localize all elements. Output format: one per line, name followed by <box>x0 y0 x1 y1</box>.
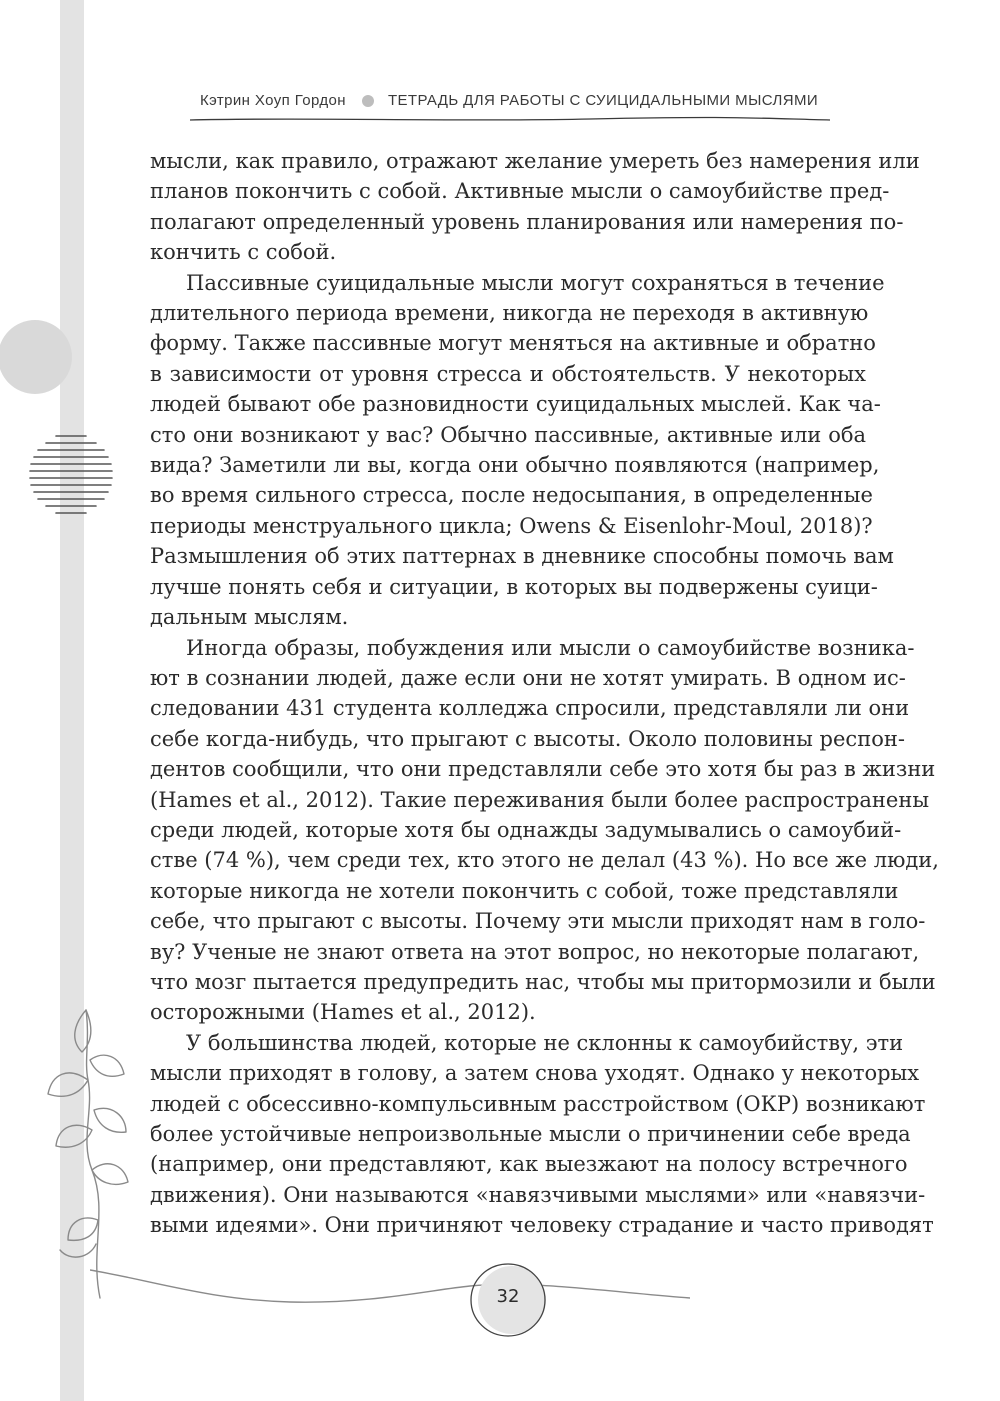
text-line: себе, что прыгают с высоты. Почему эти мысли приходят нам в голо- <box>150 909 926 934</box>
text-line: ют в сознании людей, даже если они не хотят умирать. В одном ис- <box>150 665 906 690</box>
text-line: мысли, как правило, отражают желание умереть без намерения или <box>150 149 920 173</box>
bottom-swoosh-ornament <box>90 1240 690 1330</box>
text-line: дальным мыслям. <box>150 605 349 630</box>
text-line: осторожными (Hames et al., 2012). <box>150 1000 536 1025</box>
text-line: форму. Также пассивные могут меняться на активные и обратно <box>150 331 876 356</box>
text-line: в зависимости от уровня стресса и обстоятельств. У некоторых <box>150 361 866 386</box>
text-line: во время сильного стресса, после недосыпания, в определенные <box>150 483 873 508</box>
header-rule <box>190 114 830 126</box>
text-line: периоды менструального цикла; Owens & Eisenlohr-Moul, 2018)? <box>150 513 873 538</box>
header-bullet <box>362 95 374 107</box>
header-book-title: ТЕТРАДЬ ДЛЯ РАБОТЫ С СУИЦИДАЛЬНЫМИ МЫСЛЯМИ <box>387 92 819 109</box>
text-line: ву? Ученые не знают ответа на этот вопрос, но некоторые полагают, <box>150 939 920 964</box>
text-line: движения). Они называются «навязчивыми мыслями» или «навязчи- <box>150 1182 926 1207</box>
text-line: что мозг пытается предупредить нас, чтобы мы притормозили и были <box>150 969 936 994</box>
text-line: полагают определенный уровень планирования или намерения по- <box>150 209 904 234</box>
text-line: планов покончить с собой. Активные мысли о самоубийстве пред- <box>150 179 890 204</box>
decorative-circle <box>0 320 72 394</box>
text-line: вида? Заметили ли вы, когда они обычно появляются (например, <box>150 453 880 478</box>
text-line: лучше понять себя и ситуации, в которых вы подвержены суици- <box>150 574 878 599</box>
text-line: (Hames et al., 2012). Такие переживания были более распространены <box>150 787 930 812</box>
hatched-circle-ornament <box>26 430 116 520</box>
text-line: мысли приходят в голову, а затем снова уходят. Однако у некоторых <box>150 1061 920 1086</box>
text-line: У большинства людей, которые не склонны к самоубийству, эти <box>186 1030 904 1055</box>
text-line: Иногда образы, побуждения или мысли о самоубийстве возника- <box>186 635 915 660</box>
text-line: выми идеями». Они причиняют человеку страдание и часто приводят <box>150 1213 934 1238</box>
text-line: следовании 431 студента колледжа спросили, представляли ли они <box>150 696 910 721</box>
header-author: Кэтрин Хоуп Гордон <box>200 92 346 109</box>
text-line: сто они возникают у вас? Обычно пассивные, активные или оба <box>150 422 866 447</box>
text-line: Пассивные суицидальные мысли могут сохраняться в течение <box>186 270 885 295</box>
text-line: среди людей, которые хотя бы однажды задумывались о самоубий- <box>150 817 902 842</box>
text-line: которые никогда не хотели покончить с собой, тоже представляли <box>150 878 899 903</box>
text-line: людей с обсессивно-компульсивным расстройством (ОКР) возникают <box>150 1091 926 1116</box>
text-line: Размышления об этих паттернах в дневнике способны помочь вам <box>150 544 894 569</box>
text-line: людей бывают обе разновидности суицидальных мыслей. Как ча- <box>150 392 881 417</box>
page-number-badge <box>468 1258 552 1342</box>
text-line: дентов сообщили, что они представляли себе это хотя бы раз в жизни <box>150 757 936 782</box>
text-line: (например, они представляют, как выезжают на полосу встречного <box>150 1152 908 1177</box>
text-line: стве (74 %), чем среди тех, кто этого не делал (43 %). Но все же люди, <box>150 848 939 873</box>
text-line: кончить с собой. <box>150 240 337 265</box>
running-header <box>200 92 820 109</box>
body-text <box>150 146 939 1241</box>
text-line: длительного периода времени, никогда не переходя в активную <box>150 301 869 326</box>
text-line: себе когда-нибудь, что прыгают с высоты. Около половины респон- <box>150 726 905 751</box>
text-line: более устойчивые непроизвольные мысли о причинении себе вреда <box>150 1122 911 1146</box>
page-number: 32 <box>496 1286 520 1307</box>
